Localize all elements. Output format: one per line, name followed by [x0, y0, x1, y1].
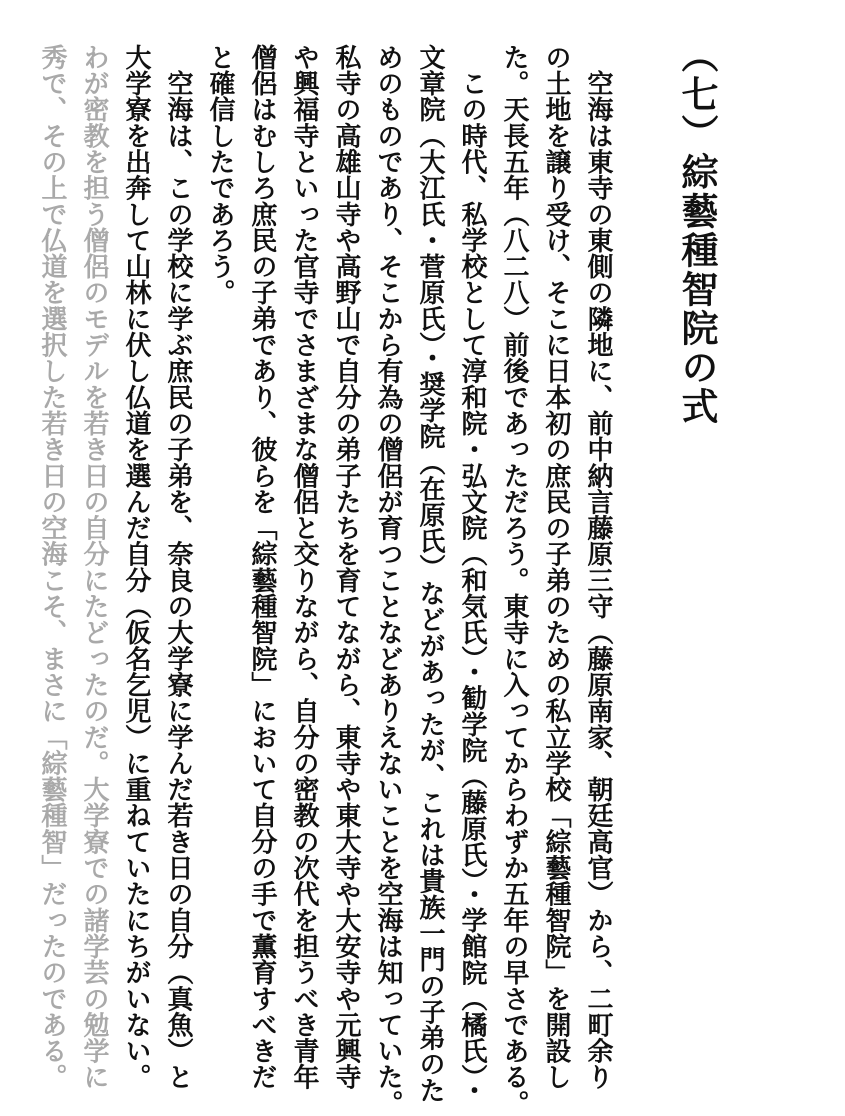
text-column: た。天長五年（八二八）前後であっただろう。東寺に入ってからわずか五年の早さである。	[499, 44, 529, 1116]
section-title: （七）綜藝種智院の式	[675, 36, 719, 426]
text-column: 空海は、この学校に学ぶ庶民の子弟を、奈良の大学寮に学んだ若き日の自分（真魚）と	[163, 44, 193, 1090]
text-column: 僧侶はむしろ庶民の子弟であり、彼らを「綜藝種智院」において自分の手で薫育すべきだ	[247, 44, 277, 1090]
text-column: めのものであり、そこから有為の僧侶が育つことなどありえないことを空海は知っていた。	[373, 44, 403, 1116]
text-column: や興福寺といった官寺でさまざまな僧侶と交りながら、自分の密教の次代を担うべき青年	[289, 44, 319, 1090]
text-column: 文章院（大江氏・菅原氏）・奨学院（在原氏）などがあったが、これは貴族一門の子弟のた	[415, 44, 445, 1104]
text-column: 私寺の高雄山寺や高野山で自分の弟子たちを育てながら、東寺や東大寺や大安寺や元興寺	[331, 44, 361, 1090]
text-column: の土地を譲り受け、そこに日本初の庶民の子弟のための私立学校「綜藝種智院」を開設し	[541, 44, 571, 1090]
text-column: この時代、私学校として淳和院・弘文院（和気氏）・勧学院（藤原氏）・学館院（橘氏）・	[457, 44, 487, 1104]
text-column: と確信したであろう。	[205, 44, 235, 306]
text-column: 大学寮を出奔して山林に伏し仏道を選んだ自分（仮名乞児）に重ねていたにちがいない。	[121, 44, 151, 1090]
text-column: 空海は東寺の東側の隣地に、前中納言藤原三守（藤原南家、朝廷高官）から、二町余り	[583, 44, 613, 1090]
text-column: わが密教を担う僧侶のモデルを若き日の自分にたどったのだ。大学寮での諸学芸の勉学に	[79, 44, 109, 1090]
body-text	[31, 44, 619, 1116]
text-column: 秀で、その上で仏道を選択した若き日の空海こそ、まさに「綜藝種智」だったのである。	[37, 44, 67, 1090]
